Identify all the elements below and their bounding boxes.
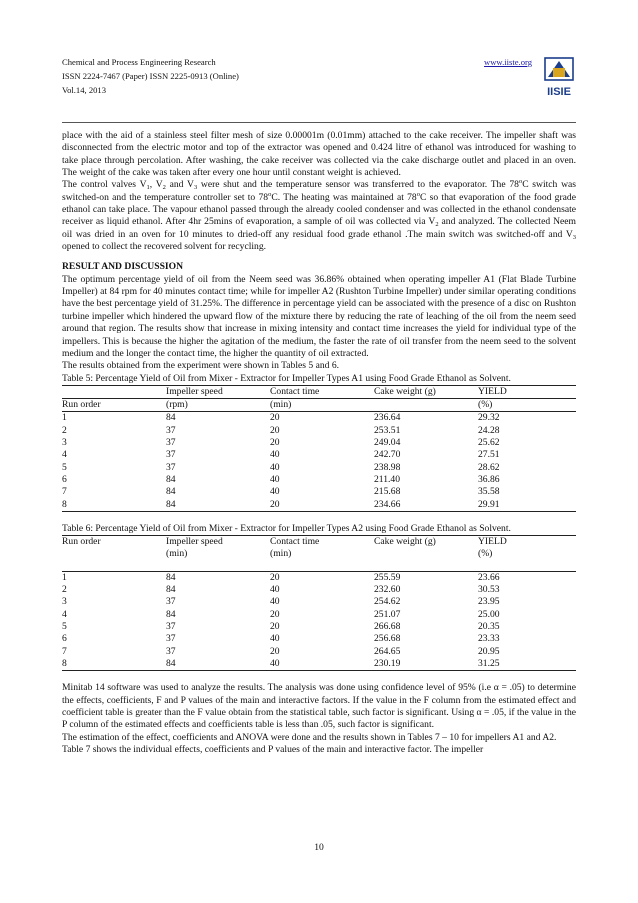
table-row: 6 84 40 211.40 36.86 (62, 473, 500, 485)
iiste-logo-icon (540, 55, 578, 101)
table-row: 3 37 40 254.62 23.95 (62, 596, 500, 608)
logo-text: IISIE (547, 86, 571, 98)
page-number: 10 (314, 842, 324, 853)
page-header (62, 55, 576, 117)
table5-body (62, 412, 576, 511)
issn-line: ISSN 2224-7467 (Paper) ISSN 2225-0913 (Online) (62, 71, 239, 81)
table5-header-row-2: Run order (rpm) (min) (%) (62, 399, 576, 412)
paragraph-minitab: Minitab 14 software was used to analyze the results. The analysis was done using confidence level of 95% (i.e α = .05) to determine the effects, coefficients, F and P values of the main and interactive factors. If the value in the F column from the estimated effect and coefficient table is greater than the F value obtain from the statistical table, such factor is significant. Using α = .05, if the value in the P column of the estimated effects and coefficients table is less than .05, such factor is significant. (62, 682, 576, 731)
table-row: 7 37 20 264.65 20.95 (62, 645, 500, 657)
table6-header-row-2: (min) (min) (%) (166, 548, 493, 560)
table5 (62, 385, 576, 512)
table6 (62, 535, 576, 671)
table-row: 4 84 20 251.07 25.00 (62, 608, 500, 620)
table-row: 6 37 40 256.68 23.33 (62, 633, 500, 645)
paragraph-results: The optimum percentage yield of oil from the Neem seed was 36.86% obtained when operating impeller A1 (Flat Blade Turbine Impeller) at 84 rpm for 40 minutes contact time; while for impeller A2 (Rushton Turbine Impeller) under similar operating conditions have the best percentage yield of 31.25%. The difference in percentage yield can be associated with the presence of a disc on Rushton turbine impeller which hindered the upward flow of the mixture there by reducing the rate of leaching of the oil from the neem seed around that region. The results show that increase in mixing intensity and contact time increases the yield for individual type of the impellers. This is because the higher the agitation of the medium, the faster the rate of oil transfer from the neem seed to the solvent medium and the longer the contact time, the higher the quantity of oil extracted. (62, 273, 576, 359)
table-row: 1 84 20 255.59 23.66 (62, 571, 500, 583)
volume-line: Vol.14, 2013 (62, 85, 107, 95)
website-link[interactable]: www.iiste.org (484, 57, 532, 67)
table-row: 1 84 20 236.64 29.32 (62, 412, 500, 424)
table-row: 8 84 40 230.19 31.25 (62, 658, 576, 671)
table6-body (62, 571, 576, 670)
table6-header-row-1: Run order Impeller speed Contact time Cake weight (g) YIELD (62, 536, 576, 549)
paragraph-table7: Table 7 shows the individual effects, coefficients and P values of the main and interactive factor. The impeller (62, 743, 484, 755)
table-row: 5 37 20 266.68 20.35 (62, 620, 500, 632)
table5-header-row-1: Impeller speed Contact time Cake weight (g) YIELD (62, 385, 576, 398)
table5-caption: Table 5: Percentage Yield of Oil from Mixer - Extractor for Impeller Types A1 using Food Grade Ethanol as Solvent. (62, 372, 511, 384)
table-row: 5 37 40 238.98 28.62 (62, 461, 500, 473)
table-row: 8 84 20 234.66 29.91 (62, 499, 576, 512)
paragraph-evaporation: The control valves $V_1$, $V_2$ and $V_3$ were shut and the temperature sensor was transferred to the evaporator. The 78$^o$C switch was switched-on and the temperature controller set to 78$^o$C. The heating was maintained at 78$^o$C so that evaporation of the food grade ethanol can take place. The vapour ethanol passed through the already cooled condenser and was collected in the ethanol condensate receiver as liquid ethanol. After 4hr 25mins of evaporation, a sample of oil was collected via $V_2$ and analyzed. The collected Neem oil was dried in an oven for 10 minutes to dried-off any residual food grade ethanol .The main switch was switched-off and $V_3$ opened to collect the recovered solvent for recycling. (62, 178, 576, 253)
table-row: 2 84 40 232.60 30.53 (62, 584, 500, 596)
paragraph-estimation: The estimation of the effect, coefficients and ANOVA were done and the results shown in Tables 7 – 10 for impellers A1 and A2. (62, 731, 557, 743)
table-row: 4 37 40 242.70 27.51 (62, 449, 500, 461)
table6-caption: Table 6: Percentage Yield of Oil from Mixer - Extractor for Impeller Types A2 using Food Grade Ethanol as Solvent. (62, 522, 511, 534)
table-row: 7 84 40 215.68 35.58 (62, 486, 500, 498)
article-body (62, 130, 576, 756)
table-row: 3 37 20 249.04 25.62 (62, 437, 500, 449)
paragraph-washing: place with the aid of a stainless steel filter mesh of size 0.00001m (0.01mm) attached to the cake receiver. The impeller shaft was disconnected from the electric motor and top of the extractor was opened and 0.424 litre of ethanol was introduced for washing to take place through percolation. After washing, the cake receiver was collected via the cake discharge outlet and placed in an oven. The weight of the cake was taken after every one hour until constant weight is achieved. (62, 130, 576, 179)
journal-name: Chemical and Process Engineering Research (62, 57, 216, 67)
section-heading: RESULT AND DISCUSSION (62, 261, 184, 273)
header-rule (62, 122, 576, 123)
table-row: 2 37 20 253.51 24.28 (62, 424, 500, 436)
paragraph-tables-intro: The results obtained from the experiment were shown in Tables 5 and 6. (62, 360, 340, 372)
